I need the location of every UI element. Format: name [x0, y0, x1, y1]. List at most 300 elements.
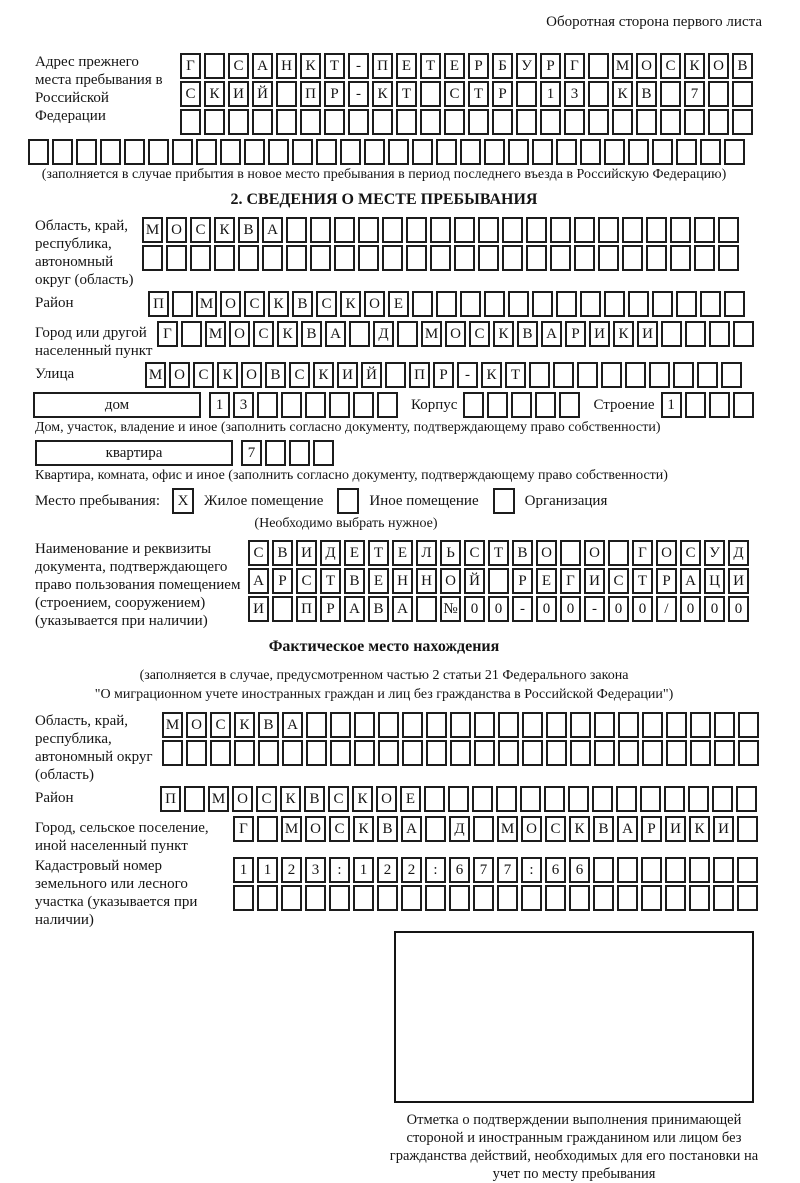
- char-cell: [724, 139, 745, 165]
- fact-raion-label: Район: [35, 790, 74, 806]
- char-cell: [425, 816, 446, 842]
- char-cell: [385, 362, 406, 388]
- page-side-note: Оборотная сторона первого листа: [546, 14, 762, 30]
- char-cell: К: [268, 291, 289, 317]
- char-cell: О: [229, 321, 250, 347]
- char-cell: А: [344, 596, 365, 622]
- char-cell: 1: [209, 392, 230, 418]
- char-cell: 3: [564, 81, 585, 107]
- prev-address-overflow-row: [28, 139, 762, 165]
- char-cell: [450, 712, 471, 738]
- char-cell: О: [220, 291, 241, 317]
- document-row-2: [248, 568, 752, 594]
- char-cell: [310, 217, 331, 243]
- char-cell: Т: [324, 53, 345, 79]
- char-cell: Р: [656, 568, 677, 594]
- char-cell: [685, 321, 706, 347]
- char-cell: [718, 217, 739, 243]
- char-cell: [709, 321, 730, 347]
- char-cell: У: [516, 53, 537, 79]
- char-cell: [196, 139, 217, 165]
- char-cell: Н: [416, 568, 437, 594]
- char-cell: [378, 740, 399, 766]
- char-cell: [124, 139, 145, 165]
- char-cell: 0: [464, 596, 485, 622]
- char-cell: С: [256, 786, 277, 812]
- char-cell: [406, 217, 427, 243]
- char-cell: 2: [281, 857, 302, 883]
- char-cell: [540, 109, 561, 135]
- char-cell: А: [248, 568, 269, 594]
- char-cell: [714, 712, 735, 738]
- char-cell: [382, 245, 403, 271]
- char-cell: О: [169, 362, 190, 388]
- gorod-cells: [157, 321, 757, 347]
- char-cell: [708, 81, 729, 107]
- char-cell: [468, 109, 489, 135]
- korpus-cells: [463, 392, 583, 418]
- char-cell: Р: [468, 53, 489, 79]
- char-cell: [694, 217, 715, 243]
- char-cell: Г: [560, 568, 581, 594]
- char-cell: [649, 362, 670, 388]
- char-cell: [588, 53, 609, 79]
- char-cell: 2: [377, 857, 398, 883]
- document-label: Наименование и реквизиты документа, подтверждающего право пользования помещением (строением, сооружением) (указывается при наличии): [35, 541, 241, 629]
- char-cell: [673, 362, 694, 388]
- char-cell: О: [708, 53, 729, 79]
- char-cell: [233, 885, 254, 911]
- char-cell: [228, 109, 249, 135]
- char-cell: [474, 740, 495, 766]
- char-cell: [473, 885, 494, 911]
- char-cell: [618, 712, 639, 738]
- char-cell: Р: [324, 81, 345, 107]
- fact-note-line-1: (заполняется в случае, предусмотренном частью 2 статьи 21 Федерального закона: [139, 668, 629, 683]
- oblast-row-2: [142, 245, 742, 271]
- char-cell: М: [208, 786, 229, 812]
- char-cell: [289, 440, 310, 466]
- char-cell: Р: [433, 362, 454, 388]
- char-cell: 2: [401, 857, 422, 883]
- korpus-label: Корпус: [411, 396, 458, 413]
- char-cell: 1: [661, 392, 682, 418]
- char-cell: Т: [320, 568, 341, 594]
- char-cell: К: [217, 362, 238, 388]
- char-cell: В: [272, 540, 293, 566]
- char-cell: [616, 786, 637, 812]
- char-cell: А: [617, 816, 638, 842]
- char-cell: М: [497, 816, 518, 842]
- char-cell: [305, 885, 326, 911]
- char-cell: [436, 291, 457, 317]
- char-cell: [601, 362, 622, 388]
- char-cell: В: [238, 217, 259, 243]
- char-cell: [640, 786, 661, 812]
- char-cell: [180, 109, 201, 135]
- char-cell: Е: [388, 291, 409, 317]
- fact-gorod-row: [6, 816, 762, 855]
- char-cell: М: [196, 291, 217, 317]
- char-cell: К: [569, 816, 590, 842]
- char-cell: 3: [305, 857, 326, 883]
- char-cell: [502, 217, 523, 243]
- char-cell: И: [728, 568, 749, 594]
- char-cell: О: [584, 540, 605, 566]
- char-cell: С: [329, 816, 350, 842]
- oblast-block: [6, 217, 762, 289]
- char-cell: [580, 291, 601, 317]
- char-cell: [526, 217, 547, 243]
- fact-gorod-cells: [233, 816, 761, 842]
- char-cell: Е: [368, 568, 389, 594]
- raion-row: [6, 291, 762, 319]
- char-cell: 7: [684, 81, 705, 107]
- char-cell: [577, 362, 598, 388]
- char-cell: [100, 139, 121, 165]
- char-cell: [460, 291, 481, 317]
- char-cell: К: [613, 321, 634, 347]
- char-cell: [484, 139, 505, 165]
- char-cell: [546, 740, 567, 766]
- char-cell: К: [300, 53, 321, 79]
- char-cell: С: [210, 712, 231, 738]
- organizatsiya-checkbox: [493, 488, 515, 514]
- char-cell: Г: [564, 53, 585, 79]
- char-cell: Л: [416, 540, 437, 566]
- char-cell: В: [265, 362, 286, 388]
- char-cell: [210, 740, 231, 766]
- char-cell: С: [469, 321, 490, 347]
- char-cell: [354, 712, 375, 738]
- char-cell: [276, 109, 297, 135]
- char-cell: [628, 139, 649, 165]
- char-cell: К: [277, 321, 298, 347]
- char-cell: [252, 109, 273, 135]
- char-cell: О: [166, 217, 187, 243]
- char-cell: 0: [632, 596, 653, 622]
- char-cell: А: [680, 568, 701, 594]
- char-cell: [574, 245, 595, 271]
- char-cell: [676, 291, 697, 317]
- char-cell: К: [612, 81, 633, 107]
- prev-address-block: [6, 53, 762, 137]
- char-cell: 6: [545, 857, 566, 883]
- char-cell: [497, 885, 518, 911]
- prev-address-note: (заполняется в случае прибытия в новое место пребывания в период последнего въезда в Российскую Федерацию): [41, 167, 727, 182]
- char-cell: [721, 362, 742, 388]
- char-cell: К: [340, 291, 361, 317]
- char-cell: К: [204, 81, 225, 107]
- char-cell: [559, 392, 580, 418]
- char-cell: М: [281, 816, 302, 842]
- raion-cells: [148, 291, 748, 317]
- char-cell: Г: [180, 53, 201, 79]
- char-cell: [436, 139, 457, 165]
- char-cell: [736, 786, 757, 812]
- char-cell: О: [241, 362, 262, 388]
- char-cell: Ц: [704, 568, 725, 594]
- char-cell: [162, 740, 183, 766]
- char-cell: -: [348, 53, 369, 79]
- char-cell: В: [512, 540, 533, 566]
- char-cell: [484, 291, 505, 317]
- char-cell: [257, 816, 278, 842]
- char-cell: [580, 139, 601, 165]
- raion-label: Район: [35, 295, 74, 311]
- char-cell: [324, 109, 345, 135]
- char-cell: О: [186, 712, 207, 738]
- char-cell: [286, 245, 307, 271]
- char-cell: 7: [241, 440, 262, 466]
- char-cell: [354, 740, 375, 766]
- char-cell: [641, 857, 662, 883]
- fact-oblast-row-2: [162, 740, 762, 766]
- char-cell: [700, 291, 721, 317]
- char-cell: Р: [320, 596, 341, 622]
- char-cell: [424, 786, 445, 812]
- kvartira-cells: [241, 440, 337, 466]
- char-cell: О: [656, 540, 677, 566]
- char-cell: [688, 786, 709, 812]
- char-cell: /: [656, 596, 677, 622]
- char-cell: Т: [488, 540, 509, 566]
- char-cell: [618, 740, 639, 766]
- char-cell: П: [296, 596, 317, 622]
- char-cell: [737, 885, 758, 911]
- dom-row: [33, 392, 762, 418]
- kadastr-label: Кадастровый номер земельного или лесного участка (указывается при наличии): [35, 858, 198, 928]
- char-cell: [498, 712, 519, 738]
- kadastr-block: [6, 857, 762, 929]
- inoe-label: Иное помещение: [369, 492, 479, 509]
- char-cell: [689, 885, 710, 911]
- kadastr-row-2: [233, 885, 761, 911]
- char-cell: С: [228, 53, 249, 79]
- char-cell: [334, 245, 355, 271]
- char-cell: Б: [492, 53, 513, 79]
- char-cell: И: [584, 568, 605, 594]
- char-cell: А: [392, 596, 413, 622]
- char-cell: К: [352, 786, 373, 812]
- char-cell: [420, 109, 441, 135]
- char-cell: П: [148, 291, 169, 317]
- char-cell: [463, 392, 484, 418]
- char-cell: [142, 245, 163, 271]
- char-cell: [652, 291, 673, 317]
- char-cell: [292, 139, 313, 165]
- char-cell: [708, 109, 729, 135]
- char-cell: [604, 139, 625, 165]
- char-cell: Е: [392, 540, 413, 566]
- char-cell: [665, 857, 686, 883]
- char-cell: 1: [540, 81, 561, 107]
- char-cell: Д: [449, 816, 470, 842]
- char-cell: М: [162, 712, 183, 738]
- char-cell: [28, 139, 49, 165]
- char-cell: [694, 245, 715, 271]
- char-cell: [738, 712, 759, 738]
- char-cell: [608, 540, 629, 566]
- char-cell: [560, 540, 581, 566]
- char-cell: 1: [257, 857, 278, 883]
- char-cell: [665, 885, 686, 911]
- char-cell: [306, 712, 327, 738]
- document-row-3: [248, 596, 752, 622]
- char-cell: [676, 139, 697, 165]
- char-cell: А: [252, 53, 273, 79]
- char-cell: 1: [353, 857, 374, 883]
- char-cell: [487, 392, 508, 418]
- char-cell: Н: [276, 53, 297, 79]
- char-cell: [569, 885, 590, 911]
- char-cell: [449, 885, 470, 911]
- char-cell: [358, 217, 379, 243]
- char-cell: А: [262, 217, 283, 243]
- char-cell: [186, 740, 207, 766]
- char-cell: В: [304, 786, 325, 812]
- char-cell: Е: [536, 568, 557, 594]
- char-cell: [330, 740, 351, 766]
- kadastr-row-1: [233, 857, 761, 883]
- char-cell: [244, 139, 265, 165]
- dom-box: дом: [33, 392, 201, 418]
- char-cell: [685, 392, 706, 418]
- char-cell: [718, 245, 739, 271]
- char-cell: В: [292, 291, 313, 317]
- dom-number-cells: [209, 392, 401, 418]
- char-cell: [598, 217, 619, 243]
- char-cell: М: [142, 217, 163, 243]
- char-cell: Т: [505, 362, 526, 388]
- char-cell: [660, 109, 681, 135]
- char-cell: Т: [368, 540, 389, 566]
- char-cell: [556, 291, 577, 317]
- section2-title: 2. СВЕДЕНИЯ О МЕСТЕ ПРЕБЫВАНИЯ: [230, 191, 538, 208]
- char-cell: М: [421, 321, 442, 347]
- char-cell: О: [440, 568, 461, 594]
- char-cell: Т: [420, 53, 441, 79]
- char-cell: [641, 885, 662, 911]
- char-cell: О: [521, 816, 542, 842]
- char-cell: Д: [320, 540, 341, 566]
- gorod-row: [6, 321, 762, 360]
- char-cell: С: [248, 540, 269, 566]
- char-cell: Г: [157, 321, 178, 347]
- char-cell: [450, 740, 471, 766]
- ulitsa-row: [6, 362, 762, 390]
- char-cell: [550, 217, 571, 243]
- char-cell: [402, 740, 423, 766]
- char-cell: Т: [632, 568, 653, 594]
- char-cell: К: [280, 786, 301, 812]
- char-cell: [622, 245, 643, 271]
- char-cell: [574, 217, 595, 243]
- stamp-area: [388, 931, 760, 1183]
- kvartira-caption: Квартира, комната, офис и иное (заполнить согласно документу, подтверждающему право собственности): [35, 468, 668, 483]
- char-cell: В: [517, 321, 538, 347]
- char-cell: [378, 712, 399, 738]
- prev-address-row-3: [180, 109, 756, 135]
- char-cell: [353, 392, 374, 418]
- char-cell: [340, 139, 361, 165]
- char-cell: К: [353, 816, 374, 842]
- char-cell: [529, 362, 550, 388]
- char-cell: С: [660, 53, 681, 79]
- char-cell: [276, 81, 297, 107]
- char-cell: [550, 245, 571, 271]
- char-cell: 0: [536, 596, 557, 622]
- char-cell: 7: [497, 857, 518, 883]
- char-cell: И: [337, 362, 358, 388]
- char-cell: [713, 885, 734, 911]
- char-cell: [660, 81, 681, 107]
- char-cell: [604, 291, 625, 317]
- char-cell: [612, 109, 633, 135]
- inoe-checkbox: [337, 488, 359, 514]
- char-cell: С: [180, 81, 201, 107]
- char-cell: [454, 217, 475, 243]
- char-cell: О: [376, 786, 397, 812]
- char-cell: С: [680, 540, 701, 566]
- char-cell: 0: [704, 596, 725, 622]
- char-cell: [364, 139, 385, 165]
- char-cell: :: [521, 857, 542, 883]
- char-cell: [737, 816, 758, 842]
- char-cell: Р: [272, 568, 293, 594]
- char-cell: П: [300, 81, 321, 107]
- char-cell: Й: [361, 362, 382, 388]
- fact-oblast-block: [6, 712, 762, 784]
- char-cell: [388, 139, 409, 165]
- char-cell: -: [457, 362, 478, 388]
- char-cell: [281, 392, 302, 418]
- mesto-label: Место пребывания:: [35, 492, 160, 509]
- char-cell: [532, 139, 553, 165]
- char-cell: [516, 81, 537, 107]
- char-cell: [594, 740, 615, 766]
- zhiloe-label: Жилое помещение: [204, 492, 324, 509]
- char-cell: А: [541, 321, 562, 347]
- char-cell: [473, 816, 494, 842]
- char-cell: Г: [632, 540, 653, 566]
- char-cell: С: [328, 786, 349, 812]
- char-cell: [430, 245, 451, 271]
- char-cell: Н: [392, 568, 413, 594]
- char-cell: Р: [641, 816, 662, 842]
- char-cell: [184, 786, 205, 812]
- char-cell: [666, 712, 687, 738]
- char-cell: [234, 740, 255, 766]
- char-cell: [532, 291, 553, 317]
- char-cell: 6: [569, 857, 590, 883]
- char-cell: К: [372, 81, 393, 107]
- char-cell: [412, 139, 433, 165]
- char-cell: Е: [344, 540, 365, 566]
- oblast-row-1: [142, 217, 742, 243]
- char-cell: С: [464, 540, 485, 566]
- char-cell: [646, 245, 667, 271]
- char-cell: [700, 139, 721, 165]
- char-cell: [396, 109, 417, 135]
- char-cell: П: [160, 786, 181, 812]
- char-cell: [238, 245, 259, 271]
- char-cell: [492, 109, 513, 135]
- fact-raion-cells: [160, 786, 760, 812]
- char-cell: [281, 885, 302, 911]
- char-cell: [334, 217, 355, 243]
- char-cell: 7: [473, 857, 494, 883]
